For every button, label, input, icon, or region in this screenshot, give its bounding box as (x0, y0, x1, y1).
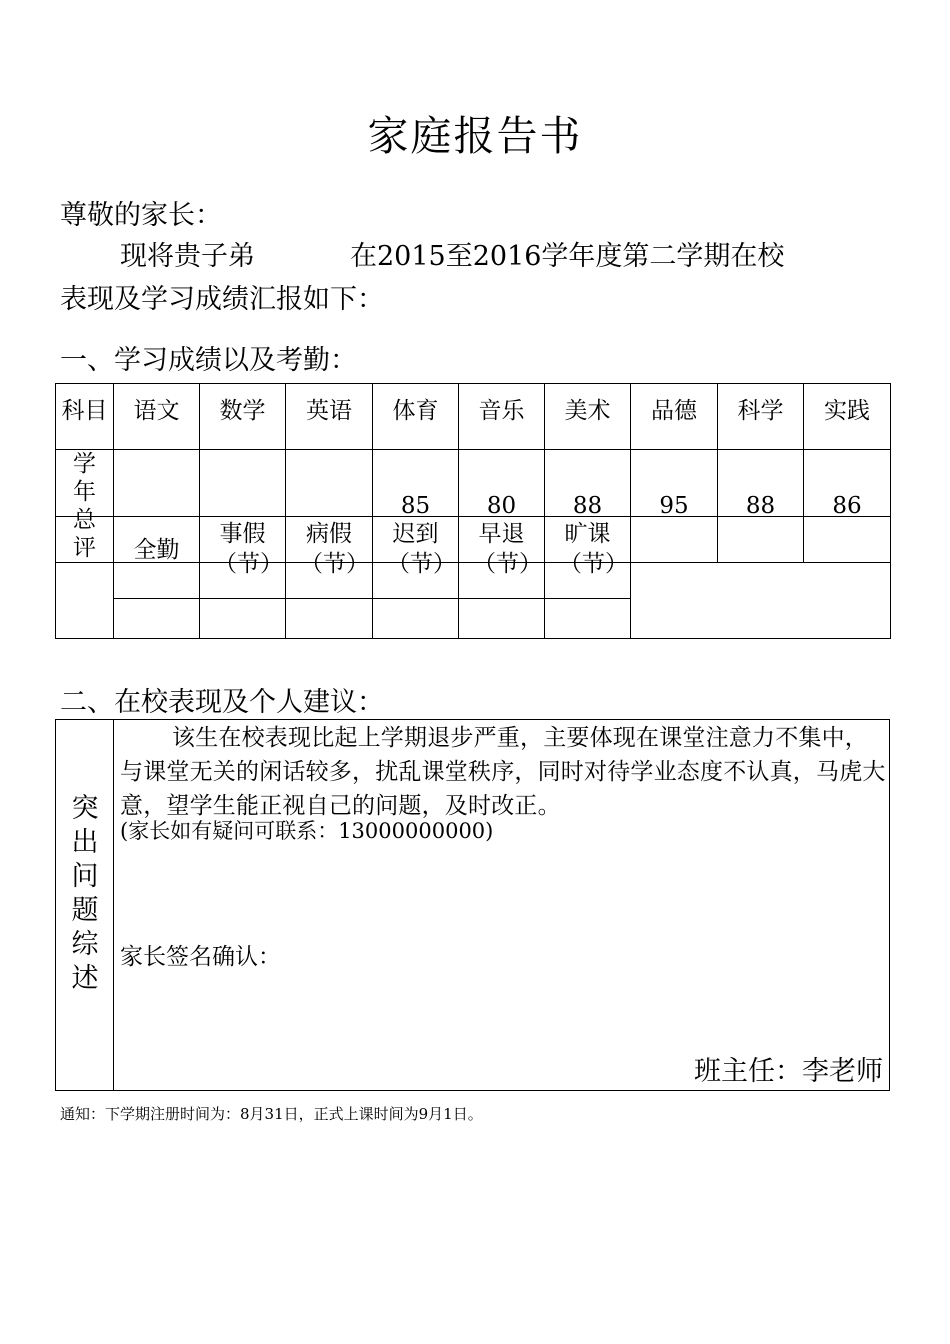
intro-part-2: 在2015至2016学年度第二学期在校 (350, 241, 785, 272)
intro-part-1: 现将贵子弟 (120, 241, 255, 272)
attendance-value (114, 599, 200, 639)
teacher-signature: 班主任：李老师 (694, 1056, 883, 1087)
attendance-value (200, 599, 286, 639)
attendance-blank-right (631, 517, 891, 639)
score-cell: 85 (373, 450, 459, 563)
attendance-header: 旷课（节） (545, 517, 631, 599)
score-cell: 88 (545, 450, 631, 563)
section2-heading: 二、在校表现及个人建议： (60, 687, 384, 718)
attendance-blank-left (56, 517, 114, 639)
attendance-value (459, 599, 545, 639)
notice: 通知：下学期注册时间为：8月31日，正式上课时间为9月1日。 (60, 1105, 483, 1123)
subject-cell: 音乐 (459, 384, 545, 450)
intro-line-2: 表现及学习成绩汇报如下： (60, 284, 384, 315)
subject-cell: 英语 (286, 384, 373, 450)
parent-signature-label: 家长签名确认： (120, 944, 281, 970)
attendance-header: 病假（节） (286, 517, 373, 599)
attendance-value (286, 599, 373, 639)
attendance-value (545, 599, 631, 639)
comment-side-label: 突出问题综述 (71, 793, 99, 994)
year-label: 学年总评 (56, 450, 114, 563)
comment-box (55, 719, 890, 1091)
greeting: 尊敬的家长： (60, 200, 222, 231)
subject-cell: 数学 (200, 384, 286, 450)
score-cell: 88 (718, 450, 804, 563)
attendance-value (373, 599, 459, 639)
subject-cell: 品德 (631, 384, 718, 450)
comment-side-column (56, 720, 114, 1090)
subject-label: 科目 (56, 384, 114, 450)
attendance-table (55, 516, 891, 639)
section1-heading: 一、学习成绩以及考勤： (60, 345, 357, 376)
subject-cell: 语文 (114, 384, 200, 450)
subject-cell: 科学 (718, 384, 804, 450)
full-attendance-header: 全勤 (114, 517, 200, 599)
score-cell: 80 (459, 450, 545, 563)
comment-text: 该生在校表现比起上学期退步严重，主要体现在课堂注意力不集中，与课堂无关的闲话较多，扰乱课堂秩序，同时对待学业态度不认真，马虎大意，望学生能正视自己的问题，及时改正。 (120, 725, 886, 819)
page-title: 家庭报告书 (367, 112, 583, 160)
contact-line: (家长如有疑问可联系：13000000000) (120, 819, 494, 843)
attendance-header: 事假（节） (200, 517, 286, 599)
attendance-header: 早退（节） (459, 517, 545, 599)
subject-cell: 体育 (373, 384, 459, 450)
score-cell: 86 (804, 450, 891, 563)
attendance-header: 迟到（节） (373, 517, 459, 599)
subject-cell: 美术 (545, 384, 631, 450)
subject-cell: 实践 (804, 384, 891, 450)
subject-row (56, 384, 891, 450)
attendance-header-row (56, 517, 891, 599)
intro-line-1 (120, 234, 784, 273)
score-cell: 95 (631, 450, 718, 563)
